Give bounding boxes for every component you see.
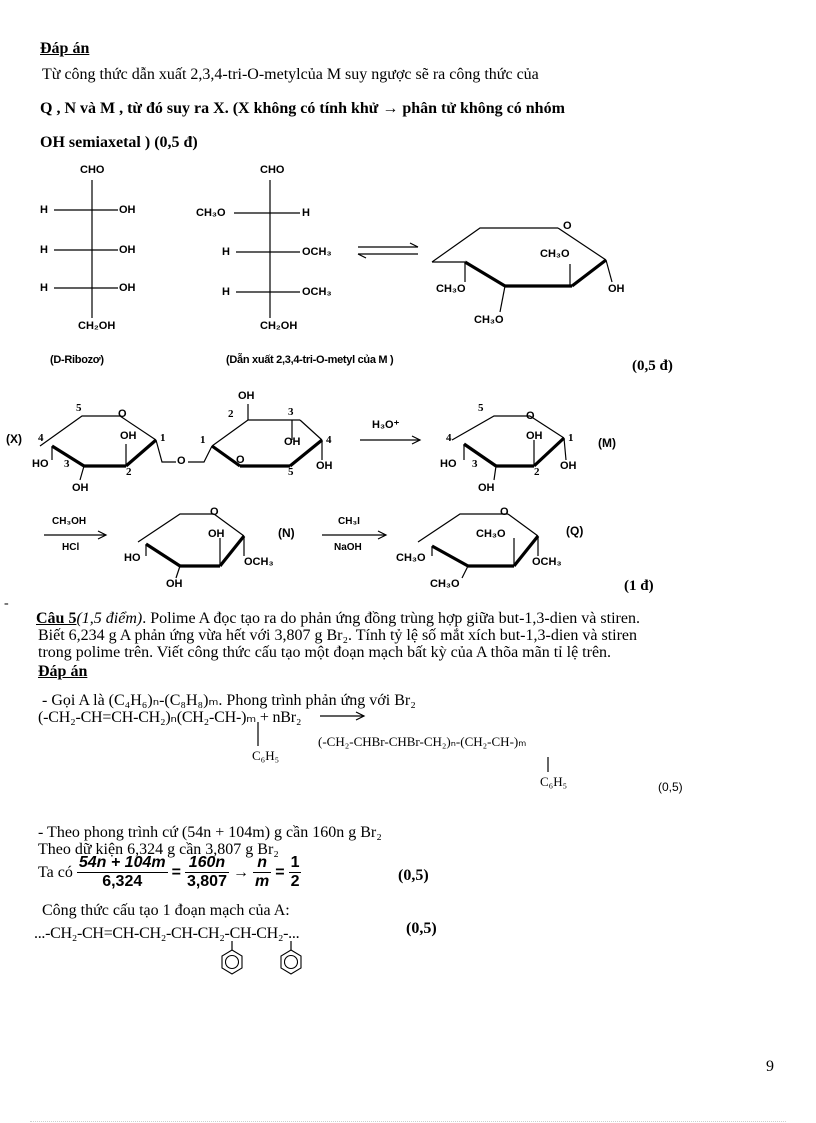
answer-line-3: - Theo phong trình cứ (54n + 104m) g cần 160n g Br₂ [38, 824, 382, 841]
ta-co-label: Ta có [38, 863, 73, 881]
reagent-naoh: NaOH [334, 542, 362, 553]
deriv-cho: CHO [260, 164, 285, 176]
question-text-1: . Polime A đọc tạo ra do phản ứng đồng trùng hợp giữa but-1,3-dien và stiren. [142, 610, 640, 627]
m-ho: HO [440, 458, 457, 470]
footer-divider [30, 1121, 786, 1122]
m-label: (M) [598, 436, 616, 450]
x-r1-oh-bottom: OH [72, 482, 89, 494]
fraction-2-denominator: 3,807 [186, 873, 227, 890]
intro-line-3: OH semiaxetal ) (0,5 đ) [40, 134, 198, 151]
ribose-oh3: OH [119, 282, 136, 294]
q-ch3o-bottom: CH₃O [430, 578, 460, 590]
intro-line-1: Từ công thức dẫn xuất 2,3,4-tri-O-metylcủa M suy ngược sẽ ra công thức của [42, 66, 539, 83]
fraction-2 [185, 854, 229, 891]
x-r2-c1: 1 [200, 434, 206, 446]
m-c3: 3 [472, 458, 478, 470]
ribose-h2: H [40, 244, 48, 256]
ribose-oh1: OH [119, 204, 136, 216]
answer-line-1: - Gọi A là (C₄H₆)ₙ-(C₈H₈)ₘ. Phong trình phản ứng với Br₂ [42, 692, 416, 709]
fraction-4 [289, 854, 302, 891]
reaction-reactant: (-CH₂-CH=CH-CH₂)ₙ(CH₂-CH-)ₘ + nBr₂ [38, 709, 302, 726]
m-c5: 5 [478, 402, 484, 414]
fraction-2-numerator: 160n [185, 854, 229, 873]
q-o: O [500, 506, 509, 518]
deriv-ch2oh: CH₂OH [260, 320, 298, 332]
n-oh-top: OH [208, 528, 225, 540]
x-r1-ho: HO [32, 458, 49, 470]
x-r1-oh-top: OH [120, 430, 137, 442]
score-half-1: (0,5 đ) [632, 358, 673, 374]
score-half-3: (0,5) [398, 867, 429, 884]
m-c4: 4 [446, 432, 452, 444]
x-r2-c3: 3 [288, 406, 294, 418]
m-c2: 2 [534, 466, 540, 478]
ribose-h1: H [40, 204, 48, 216]
score-one: (1 đ) [624, 578, 654, 594]
dash-mark: - [4, 596, 9, 611]
deriv-och3-1: OCH₃ [302, 246, 332, 258]
x-bridge-o: O [177, 455, 186, 467]
x-r1-c2: 2 [126, 466, 132, 478]
m-o: O [526, 410, 535, 422]
deriv-h2: H [222, 246, 230, 258]
ribose-caption: (D-Ribozơ) [50, 354, 104, 366]
score-half-2: (0,5) [658, 780, 683, 794]
q-label: (Q) [566, 524, 584, 538]
fraction-3-numerator: n [253, 854, 271, 873]
n-och3: OCH₃ [244, 556, 274, 568]
n-ho: HO [124, 552, 141, 564]
hydrolysis-reagent: H₃O⁺ [372, 419, 400, 431]
answer-line-4: Theo dữ kiện 6,324 g cần 3,807 g Br₂ [38, 841, 279, 858]
page-number: 9 [766, 1058, 774, 1075]
n-label: (N) [278, 526, 295, 540]
ribose-h3: H [40, 282, 48, 294]
x-r1-c5: 5 [76, 402, 82, 414]
deriv-ch3o: CH₃O [196, 207, 226, 219]
deriv-ring-ch3o-left: CH₃O [436, 283, 466, 295]
score-half-4: (0,5) [406, 920, 437, 937]
ribose-ch2oh: CH₂OH [78, 320, 116, 332]
deriv-och3-2: OCH₃ [302, 286, 332, 298]
q-och3: OCH₃ [532, 556, 562, 568]
answer-heading: Đáp án [40, 40, 90, 57]
fraction-1-denominator: 6,324 [102, 873, 143, 890]
fraction-4-numerator: 1 [290, 854, 300, 871]
n-o: O [210, 506, 219, 518]
reaction-product: (-CH₂-CHBr-CHBr-CH₂)ₙ-(CH₂-CH-)ₘ [318, 734, 527, 749]
reagent-ch3oh: CH₃OH [52, 516, 87, 527]
equation-row [38, 854, 301, 891]
deriv-ring-o: O [563, 220, 572, 232]
m-oh-right: OH [560, 460, 577, 472]
reagent-ch3i: CH₃I [338, 516, 360, 527]
fraction-3 [253, 854, 271, 891]
deriv-ring-ch3o-bottom: CH₃O [474, 314, 504, 326]
answer-line-5: Công thức cấu tạo 1 đoạn mạch của A: [42, 902, 290, 919]
m-oh-bottom: OH [478, 482, 495, 494]
question-points: (1,5 điểm) [76, 610, 143, 627]
c6h5-label-2: C₆H₅ [540, 774, 568, 789]
question-text-3: trong polime trên. Viết công thức cấu tạo một đoạn mạch bất kỳ của A thõa mãn tỉ lệ trên. [38, 644, 612, 661]
intro-line-2: Q , N và M , từ đó suy ra X. (X không có tính khử → phân tử không có nhóm [40, 100, 565, 117]
x-r2-oh-mid: OH [284, 436, 301, 448]
question-text-2: Biết 6,234 g A phản ứng vừa hết với 3,807 g Br₂. Tính tỷ lệ số mắt xích but-1,3-dien và stiren [38, 627, 638, 644]
x-r1-c3: 3 [64, 458, 70, 470]
m-oh-top: OH [526, 430, 543, 442]
m-c1: 1 [568, 432, 574, 444]
ribose-oh2: OH [119, 244, 136, 256]
question-title: Câu 5 [36, 610, 77, 627]
equals-sign-2: = [275, 863, 285, 881]
x-label: (X) [6, 432, 22, 446]
deriv-h1: H [302, 207, 310, 219]
fraction-3-denominator: m [254, 873, 270, 890]
q-ch3o-left: CH₃O [396, 552, 426, 564]
arrow-sign: → [232, 863, 249, 881]
deriv-ring-ch3o-top: CH₃O [540, 248, 570, 260]
deriv-ring-oh: OH [608, 283, 625, 295]
x-r1-c1: 1 [160, 432, 166, 444]
n-oh-bottom: OH [166, 578, 183, 590]
reagent-hcl: HCl [62, 542, 80, 553]
answer-heading-2: Đáp án [38, 663, 88, 680]
deriv-caption: (Dẫn xuất 2,3,4-tri-O-metyl của M ) [226, 354, 394, 366]
x-r2-c4: 4 [326, 434, 332, 446]
x-r2-oh-top: OH [238, 390, 255, 402]
x-r2-o: O [236, 454, 245, 466]
ribose-cho: CHO [80, 164, 105, 176]
equals-sign: = [171, 863, 181, 881]
fraction-1 [77, 854, 168, 891]
x-r2-oh-right: OH [316, 460, 333, 472]
fraction-1-numerator: 54n + 104m [78, 854, 166, 871]
deriv-h3: H [222, 286, 230, 298]
polymer-chain: ...-CH₂-CH=CH-CH₂-CH-CH₂-CH-CH₂-... [34, 925, 300, 942]
q-ch3o-top: CH₃O [476, 528, 506, 540]
x-r1-c4: 4 [38, 432, 44, 444]
x-r1-o: O [118, 408, 127, 420]
fraction-4-denominator: 2 [290, 873, 300, 890]
x-r2-c2: 2 [228, 408, 234, 420]
x-r2-c5: 5 [288, 466, 294, 478]
c6h5-label-1: C₆H₅ [252, 748, 280, 763]
